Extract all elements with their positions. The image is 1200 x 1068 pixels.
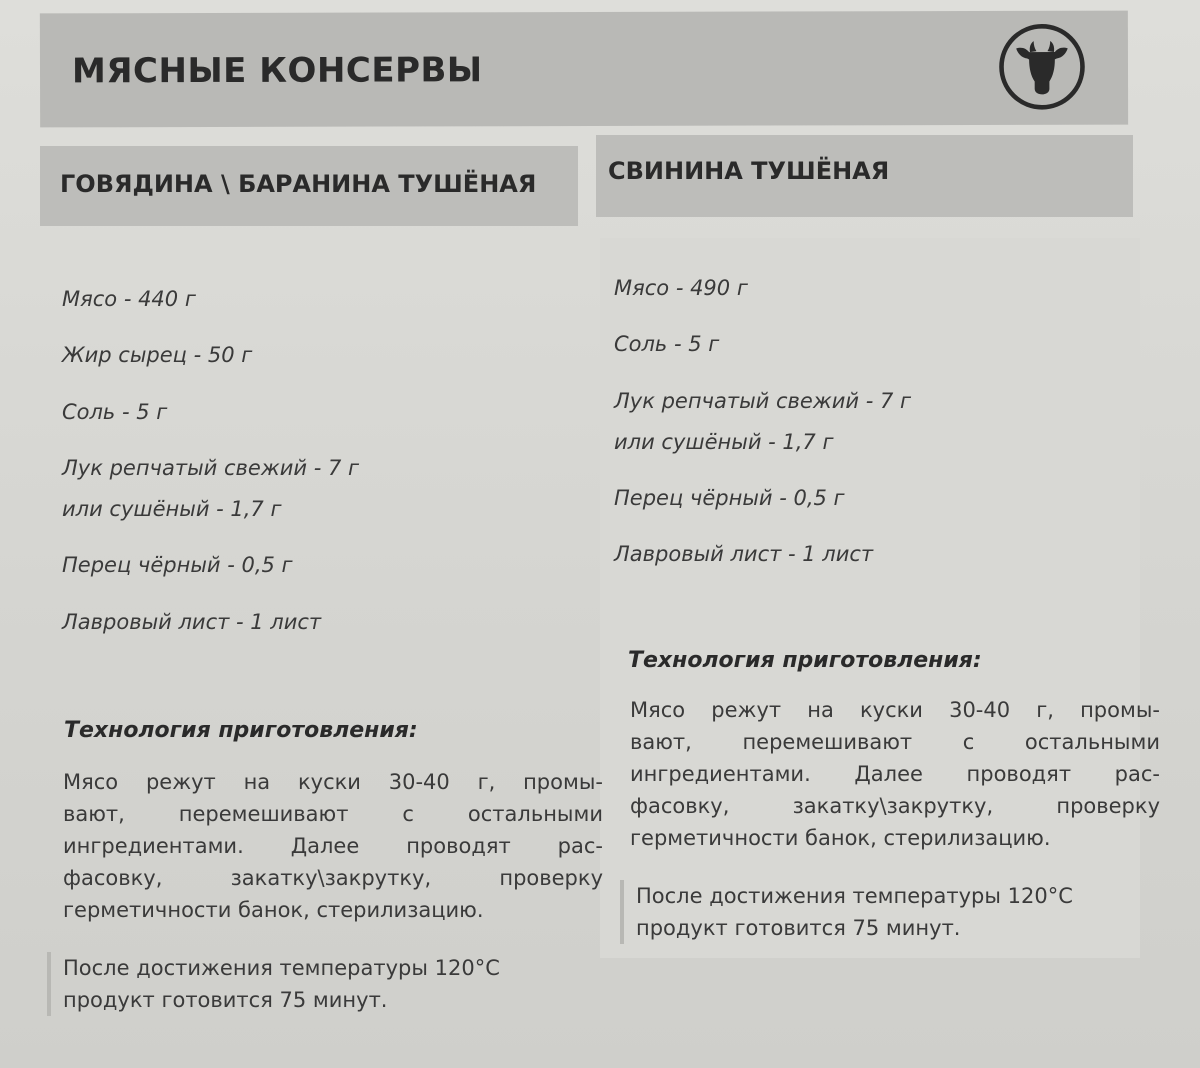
right-recipe-title: СВИНИНА ТУШЁНАЯ xyxy=(608,157,890,185)
right-ingredients-list xyxy=(614,275,911,569)
ingredient-item: Соль - 5 г xyxy=(62,399,168,424)
right-note xyxy=(620,880,1073,944)
tech-line: вают, перемешивают с остальными xyxy=(63,802,603,826)
ingredient-item: Лавровый лист - 1 лист xyxy=(62,609,322,634)
tech-line: ингредиентами. Далее проводят рас- xyxy=(630,762,1160,786)
tech-line: вают, перемешивают с остальными xyxy=(630,730,1160,754)
tech-line: фасовку, закатку\закрутку, проверку xyxy=(630,794,1160,818)
left-recipe-header xyxy=(40,146,578,226)
ingredient-item: или сушёный - 1,7 г xyxy=(614,429,834,454)
left-tech-text xyxy=(63,766,603,926)
right-recipe-header xyxy=(596,135,1133,217)
tech-line: Мясо режут на куски 30-40 г, промы- xyxy=(630,698,1160,722)
ingredient-item: или сушёный - 1,7 г xyxy=(62,497,282,522)
page-title: МЯСНЫЕ КОНСЕРВЫ xyxy=(71,50,483,92)
tech-line: герметичности банок, стерилизацию. xyxy=(630,826,1051,850)
left-tech-title: Технология приготовления: xyxy=(64,718,418,743)
right-tech-text xyxy=(630,694,1160,854)
note-line: продукт готовится 75 минут. xyxy=(63,988,388,1012)
ingredient-item: Лавровый лист - 1 лист xyxy=(614,542,874,567)
tech-line: фасовку, закатку\закрутку, проверку xyxy=(63,866,603,890)
ingredient-item: Лук репчатый свежий - 7 г xyxy=(62,455,360,480)
left-recipe-title: ГОВЯДИНА \ БАРАНИНА ТУШЁНАЯ xyxy=(60,170,537,198)
main-header xyxy=(40,11,1128,128)
tech-line: Мясо режут на куски 30-40 г, промы- xyxy=(63,770,603,794)
cow-icon xyxy=(996,21,1088,113)
note-line: продукт готовится 75 минут. xyxy=(636,916,961,940)
note-line: После достижения температуры 120°C xyxy=(636,884,1073,908)
tech-line: ингредиентами. Далее проводят рас- xyxy=(63,834,603,858)
ingredient-item: Перец чёрный - 0,5 г xyxy=(62,553,293,578)
ingredient-item: Лук репчатый свежий - 7 г xyxy=(614,388,912,413)
left-ingredients-list xyxy=(62,286,359,636)
ingredient-item: Соль - 5 г xyxy=(614,332,720,357)
tech-line: герметичности банок, стерилизацию. xyxy=(63,898,484,922)
ingredient-item: Перец чёрный - 0,5 г xyxy=(614,486,845,511)
left-note xyxy=(47,952,500,1016)
ingredient-item: Мясо - 490 г xyxy=(614,276,748,300)
ingredient-item: Мясо - 440 г xyxy=(62,287,196,311)
right-tech-title: Технология приготовления: xyxy=(628,648,982,673)
note-line: После достижения температуры 120°C xyxy=(63,956,500,980)
ingredient-item: Жир сырец - 50 г xyxy=(62,343,253,368)
